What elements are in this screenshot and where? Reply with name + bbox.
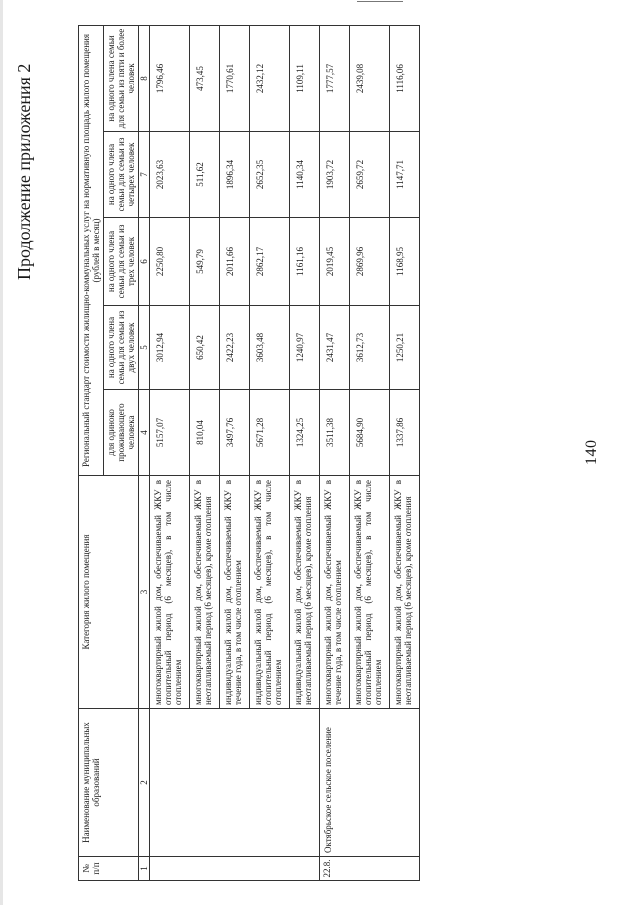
category-cell: многоквартирный жилой дом, обеспечиваемый ЖКУ в отопительный период (6 месяцев), в том числе отоплением [350, 476, 390, 709]
value-cell: 1896,34 [220, 132, 250, 218]
value-cell: 1147,71 [390, 132, 420, 218]
value-cell: 810,04 [190, 390, 220, 476]
value-cell: 3497,76 [220, 390, 250, 476]
value-cell: 1240,97 [290, 306, 320, 390]
value-cell: 650,42 [190, 306, 220, 390]
value-cell: 1337,86 [390, 390, 420, 476]
value-cell: 1777,57 [320, 25, 350, 131]
category-cell: многоквартирный жилой дом, обеспечиваемый ЖКУ в неотапливаемый период (6 месяцев), кроме отопления [390, 476, 420, 709]
header-sub-1: для одиноко проживающего человека [104, 390, 139, 476]
header-category: Категория жилого помещения [79, 476, 139, 709]
value-cell: 2431,47 [320, 306, 350, 390]
value-cell: 1903,72 [320, 132, 350, 218]
value-cell: 1140,34 [290, 132, 320, 218]
appendix-caption: Продолжение приложения 2 [14, 63, 34, 280]
value-cell: 1168,95 [390, 218, 420, 306]
value-cell: 2250,80 [150, 218, 190, 306]
category-cell: индивидуальный жилой дом, обеспечиваемый ЖКУ в отопительный период (6 месяцев), в том числе отоплением [250, 476, 290, 709]
category-cell: многоквартирный жилой дом, обеспечиваемый ЖКУ в неотапливаемый период (6 месяцев), кроме отопления [190, 476, 220, 709]
header-row-1 [79, 25, 104, 880]
value-cell: 473,45 [190, 25, 220, 131]
value-cell: 511,62 [190, 132, 220, 218]
value-cell: 1161,16 [290, 218, 320, 306]
column-number: 2 [139, 709, 150, 857]
column-number: 4 [139, 390, 150, 476]
header-sub-5: на одного члена семьи для семьи из пяти и более человек [104, 25, 139, 131]
value-cell: 5157,07 [150, 390, 190, 476]
header-sub-4: на одного члена семьи для семьи из четырех человек [104, 132, 139, 218]
header-number: № п/п [79, 857, 139, 881]
value-cell: 2652,35 [250, 132, 290, 218]
value-cell: 2432,12 [250, 25, 290, 131]
table-row [150, 25, 190, 880]
column-number: 6 [139, 218, 150, 306]
category-cell: индивидуальный жилой дом, обеспечиваемый ЖКУ в течение года, в том числе отоплением [220, 476, 250, 709]
municipality-cell: Октябрьское сельское поселение [320, 709, 420, 857]
value-cell: 3612,73 [350, 306, 390, 390]
value-cell: 2439,08 [350, 25, 390, 131]
header-sub-3: на одного члена семьи для семьи из трех человек [104, 218, 139, 306]
value-cell: 2862,17 [250, 218, 290, 306]
column-number: 8 [139, 25, 150, 131]
table-row [320, 25, 350, 880]
row-number-cell [150, 857, 320, 881]
column-number-row [139, 25, 150, 880]
tariff-table [78, 25, 420, 881]
value-cell: 1109,11 [290, 25, 320, 131]
value-cell: 1796,46 [150, 25, 190, 131]
value-cell: 5671,28 [250, 390, 290, 476]
column-number: 7 [139, 132, 150, 218]
value-cell: 1250,21 [390, 306, 420, 390]
value-cell: 2422,23 [220, 306, 250, 390]
column-number: 3 [139, 476, 150, 709]
column-number: 1 [139, 857, 150, 881]
header-standard: Региональный стандарт стоимости жилищно-коммунальных услуг на нормативную площадь жилого помещения (рублей в месяц) [79, 25, 104, 475]
value-cell: 1324,25 [290, 390, 320, 476]
category-cell: индивидуальный жилой дом, обеспечиваемый ЖКУ в неотапливаемый период (6 месяцев), кроме отопления [290, 476, 320, 709]
header-sub-2: на одного члена семьи для семьи из двух человек [104, 306, 139, 390]
row-number-cell: 22.8. [320, 857, 420, 881]
column-number: 5 [139, 306, 150, 390]
category-cell: многоквартирный жилой дом, обеспечиваемый ЖКУ в течение года, в том числе отоплением [320, 476, 350, 709]
header-municipality: Наименование муниципальных образований [79, 709, 139, 857]
value-cell: 2011,66 [220, 218, 250, 306]
page-number: 140 [583, 439, 600, 465]
value-cell: 1116,06 [390, 25, 420, 131]
value-cell: 3603,48 [250, 306, 290, 390]
value-cell: 3012,94 [150, 306, 190, 390]
value-cell: 1770,61 [220, 25, 250, 131]
value-cell: 5684,90 [350, 390, 390, 476]
value-cell: 2019,45 [320, 218, 350, 306]
value-cell: 549,79 [190, 218, 220, 306]
value-cell: 2023,63 [150, 132, 190, 218]
value-cell: 2869,96 [350, 218, 390, 306]
value-cell: 2659,72 [350, 132, 390, 218]
municipality-cell [150, 709, 320, 857]
category-cell: многоквартирный жилой дом, обеспечиваемый ЖКУ в отопительный период (6 месяцев), в том числе отоплением [150, 476, 190, 709]
value-cell: 3511,38 [320, 390, 350, 476]
